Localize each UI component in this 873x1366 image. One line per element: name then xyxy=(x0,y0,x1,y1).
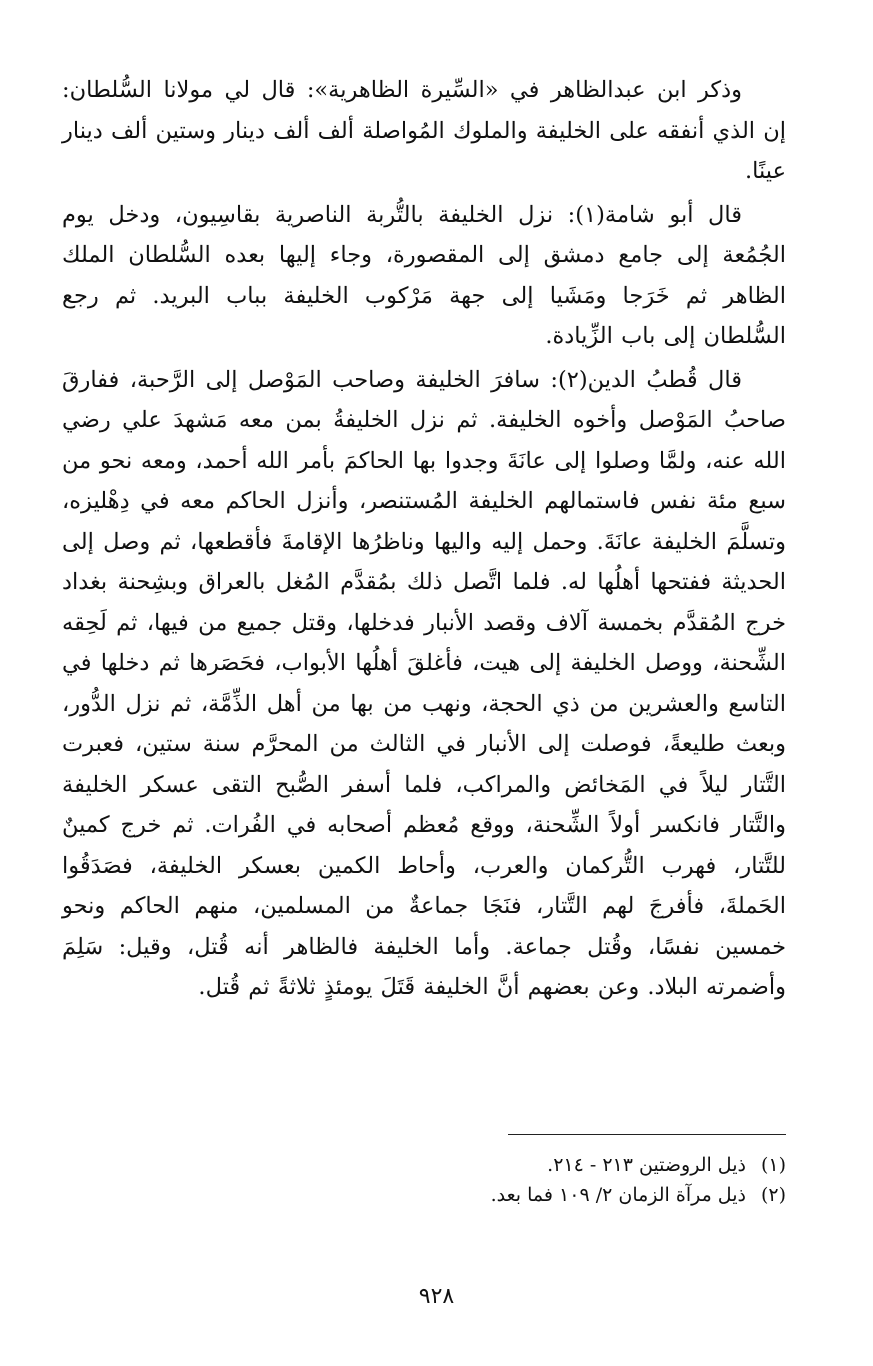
page-number: ٩٢٨ xyxy=(418,1284,455,1309)
footnote-item xyxy=(300,1150,786,1180)
footnote-number: (٢) xyxy=(760,1184,786,1206)
paragraph-abu-shama: قال أبو شامة(١): نزل الخليفة بالتُّربة الناصرية بقاسِيون، ودخل يوم الجُمُعة إلى جامع دمشق إلى المقصورة، وجاء إليها بعده السُّلطان الملك الظاهر ثم خَرَجا ومَشَيا إلى جهة مَرْكوب الخليفة بباب البريد. ثم رجع السُّلطان إلى باب الزِّيادة. xyxy=(62,201,786,349)
paragraph-qutb-al-din: قال قُطبُ الدين(٢): سافرَ الخليفة وصاحب المَوْصل إلى الرَّحبة، ففارقَ صاحبُ المَوْصل وأخوه الخليفة. ثم نزل الخليفةُ بمن معه مَشهدَ علي رضي الله عنه، ولمَّا وصلوا إلى عانَةَ وجدوا بها الحاكمَ بأمر الله أحمد، ومعه نحو من سبع مئة نفس فاستمالهم الخليفة المُستنصر، وأنزل الحاكم معه في دِهْليزه، وتسلَّمَ الخليفة عانَةَ. وحمل إليه واليها وناظرُها الإقامةَ فأقطعها، ثم وصل إلى الحديثة ففتحها أهلُها له. فلما اتَّصل ذلك بمُقدَّم المُغل بالعراق وبشِحنة بغداد خرج المُقدَّم بخمسة آلاف وقصد الأنبار فدخلها، وقتل جميع من فيها، ثم لَحِقه الشِّحنة، ووصل الخليفة إلى هيت، فأغلقَ أهلُها الأبواب، فحَصَرها ثم دخلها في التاسع والعشرين من ذي الحجة، ونهب من بها من أهل الذِّمَّة، ثم نزل الدُّور، وبعث طليعةً، فوصلت إلى الأنبار في الثالث من المحرَّم سنة ستين، فعبرت التَّتار ليلاً في المَخائض والمراكب، فلما أسفر الصُّبح التقى عسكر الخليفة والتَّتار فانكسر أولاً الشِّحنة، ووقع مُعظم أصحابه في الفُرات. ثم خرج كمينٌ للتَّتار، فهرب التُّركمان والعرب، وأحاط الكمين بعسكر الخليفة، فصَدَقُوا الحَملةَ، فأفرجَ لهم التَّتار، فنَجَا جماعةٌ من المسلمين، منهم الحاكم ونحو خمسين نفسًا، وقُتل جماعة. وأما الخليفة فالظاهر أنه قُتل، وقيل: سَلِمَ وأضمرته البلاد. وعن بعضهم أنَّ الخليفة قَتَلَ يومئذٍ ثلاثةً ثم قُتل. xyxy=(62,366,786,1000)
footnote-separator xyxy=(508,1134,786,1135)
footnote-text: ذيل مرآة الزمان ٢/ ١٠٩ فما بعد. xyxy=(490,1184,746,1206)
footnote-text: ذيل الروضتين ٢١٣ - ٢١٤. xyxy=(547,1154,746,1176)
footnote-number: (١) xyxy=(760,1154,786,1176)
footnote-item xyxy=(300,1180,786,1210)
footnotes xyxy=(300,1150,786,1210)
paragraph-ibn-abd-al-zahir: وذكر ابن عبدالظاهر في «السِّيرة الظاهرية»: قال لي مولانا السُّلطان: إن الذي أنفقه على الخليفة والملوك المُواصلة ألف ألف دينار وستين ألف دينار عينًا. xyxy=(62,77,786,184)
main-text xyxy=(62,70,786,1011)
